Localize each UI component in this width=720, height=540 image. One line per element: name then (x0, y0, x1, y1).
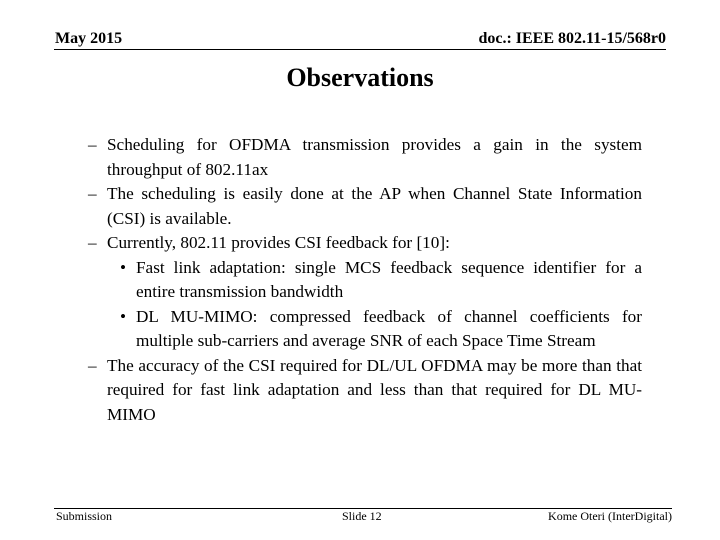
bullet-item (88, 354, 642, 428)
bullet-text: Currently, 802.11 provides CSI feedback for [10]: (107, 233, 450, 252)
bullet-text: Scheduling for OFDMA transmission provides a gain in the system throughput of 802.11ax (107, 135, 642, 179)
sub-bullet-item (110, 256, 642, 305)
bullet-item (88, 231, 642, 256)
footer-author: Kome Oteri (InterDigital) (548, 509, 672, 523)
bullet-text: The accuracy of the CSI required for DL/UL OFDMA may be more than that required for fast link adaptation and less than that required for DL MU-MIMO (107, 355, 642, 424)
bullet-text: The scheduling is easily done at the AP when Channel State Information (CSI) is available. (107, 184, 642, 228)
slide-title: Observations (286, 63, 434, 92)
footer-slide-number: Slide 12 (342, 509, 382, 523)
bullet-item (88, 133, 642, 182)
sub-bullet-text: Fast link adaptation: single MCS feedback sequence identifier for a entire transmission bandwidth (136, 257, 642, 301)
dash-marker: – (88, 135, 97, 154)
header-divider (54, 49, 666, 50)
dot-marker: • (119, 306, 127, 326)
bullet-list (88, 133, 642, 427)
dot-marker: • (119, 257, 127, 277)
dash-marker: – (88, 355, 97, 375)
header-doc-id: doc.: IEEE 802.11-15/568r0 (478, 30, 666, 47)
sub-bullet-text: DL MU-MIMO: compressed feedback of channel coefficients for multiple sub-carriers and average SNR of each Space Time Stream (136, 306, 642, 350)
dash-marker: – (88, 184, 97, 203)
footer-submission: Submission (56, 509, 113, 523)
bullet-item (88, 182, 642, 231)
dash-marker: – (88, 233, 97, 252)
header-date: May 2015 (55, 30, 123, 47)
sub-bullet-item (110, 305, 642, 354)
